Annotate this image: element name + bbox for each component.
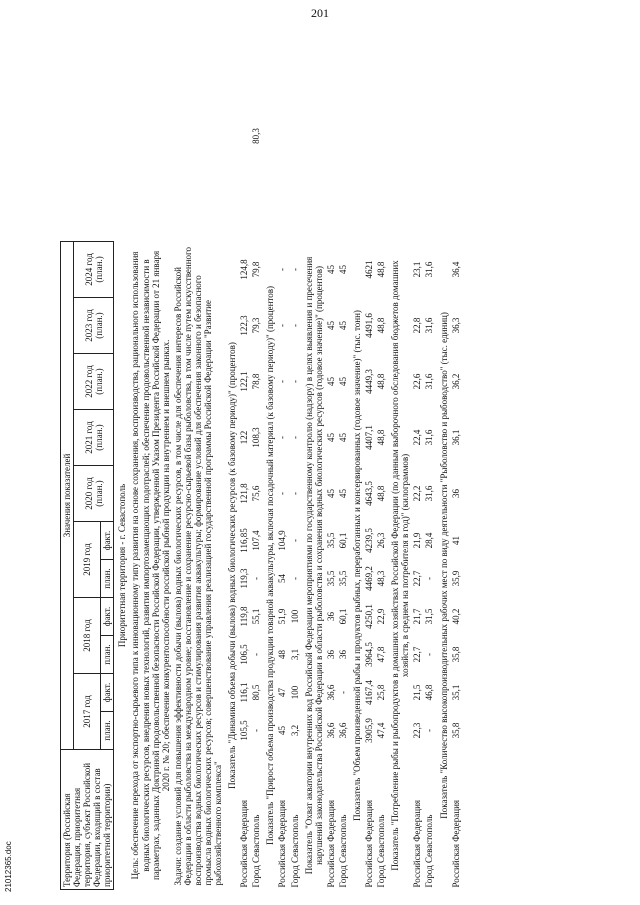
value-cell: 107,4: [251, 530, 262, 551]
value-cell: -: [289, 539, 300, 542]
value-cell: 36,6: [325, 684, 336, 701]
value-cell: 45: [325, 489, 336, 498]
value-cell: 100: [289, 609, 300, 624]
table-row: [325, 31, 337, 890]
value-cell: 55,1: [251, 608, 262, 625]
plan-year-header: 2022 год (план.): [74, 354, 114, 410]
value-cell: 48,8: [376, 485, 387, 502]
value-cell: 23,1: [412, 261, 423, 278]
value-cell: -: [251, 653, 262, 656]
indicator-title: Показатель "Прирост объема производства продукции товарной аквакультуры, включая посадочный материал (к базовому периоду)" (процентов): [265, 286, 276, 845]
indicator-title-row: [436, 31, 450, 890]
value-cell: -: [277, 492, 288, 495]
territory-name-cell: Российская Федерация: [239, 799, 250, 888]
value-cell: 3964,5: [364, 642, 375, 667]
value-cell: 35,8: [450, 722, 461, 739]
value-cell: 45: [325, 321, 336, 330]
value-cell: 36: [337, 650, 348, 659]
value-cell: -: [289, 436, 300, 439]
indicator-title: Показатель "Охват акватории внутренних вод Российской Федерации мероприятиями по государственному контролю (надзору) в целях выявления и пресечения нарушений законодательства Российской Федерации в области рыболовства и сохранения водных биологических ресурсов (годовое значение)" (процентов): [303, 256, 324, 875]
indicator-title: Показатель "Потребление рыбы и рыбопродуктов в домашних хозяйствах Российской Федерации (по данным выборочного обследования бюджетов домашних хозяйств, в среднем на потребителя в год)" (килограммов): [390, 260, 411, 871]
value-cell: 47,8: [376, 646, 387, 663]
value-cell: 60,1: [337, 608, 348, 625]
value-cell: 124,8: [239, 259, 250, 280]
value-cell: 47: [277, 688, 288, 697]
table-row: [411, 31, 423, 890]
plan-subheader: план.: [101, 560, 114, 598]
section-title: Приоритетная территория - г. Севастополь: [117, 483, 128, 648]
value-cell: -: [289, 380, 300, 383]
value-cell: 122: [239, 430, 250, 445]
value-cell: 45: [337, 377, 348, 386]
value-cell: 46,8: [424, 684, 435, 701]
goal-text: Цель: обеспечение перехода от экспортно-сырьевого типа к инновационному типу развития на основе сохранения, воспроизводства, рационального использования водных биологических ресурсов, внедрения новых технологий, развития импортозамещающих подотраслей; обеспечение продовольственной независимости в параметрах, заданных Доктриной продовольственной безопасности Российской Федерации, утвержденной Указом Президента Российской Федерации от 21 января 2020 г. № 20; обеспечение конкурентоспособности российской рыбной продукции на внутреннем и внешнем рынках.: [130, 250, 171, 881]
value-cell: 48: [277, 650, 288, 659]
value-cell: 45: [337, 321, 348, 330]
value-cell: 108,3: [251, 427, 262, 448]
value-cell: 22,9: [376, 608, 387, 625]
value-cell: 31,6: [424, 261, 435, 278]
value-cell: 45: [325, 377, 336, 386]
value-cell: 21,5: [412, 684, 423, 701]
value-cell: -: [289, 324, 300, 327]
territory-name-cell: Город Севастополь: [337, 814, 348, 888]
value-cell: 35,1: [450, 684, 461, 701]
value-cell: 22,2: [412, 485, 423, 502]
value-cell: -: [289, 267, 300, 271]
territory-name-cell: Российская Федерация: [364, 799, 375, 888]
value-cell: 78,8: [251, 373, 262, 390]
territory-name-cell: Город Севастополь: [424, 814, 435, 888]
plan-year-header: 2021 год (план.): [74, 410, 114, 466]
footer-document-id: 21012365.doc: [4, 841, 13, 892]
territory-name-cell: Российская Федерация: [325, 799, 336, 888]
territory-name-cell: Российская Федерация: [412, 799, 423, 888]
plan-year-header: 2020 год (план.): [74, 466, 114, 522]
table-header: [61, 31, 114, 890]
table-row: [289, 31, 301, 890]
value-cell: 119,8: [239, 606, 250, 627]
value-cell: 21,7: [412, 608, 423, 625]
value-cell: 100: [289, 685, 300, 700]
table-row: [337, 31, 349, 890]
value-cell: 22,7: [412, 646, 423, 663]
indicator-title-row: [349, 31, 363, 890]
value-cell: 36: [450, 489, 461, 498]
value-cell: 36: [325, 612, 336, 621]
table-row: [238, 31, 250, 890]
value-cell: 48,8: [376, 317, 387, 334]
value-cell: 80,5: [251, 684, 262, 701]
value-cell: 60,1: [337, 532, 348, 549]
value-cell: 45: [325, 433, 336, 442]
rotated-page-content: [60, 30, 640, 890]
table-row: [450, 31, 462, 890]
year-header: 2019 год: [74, 522, 101, 598]
value-cell: 31,6: [424, 429, 435, 446]
value-cell: 122,3: [239, 315, 250, 336]
value-cell: 28,4: [424, 532, 435, 549]
plan-year-header: 2023 год (план.): [74, 298, 114, 354]
value-cell: 48,8: [376, 429, 387, 446]
value-cell: 36,3: [450, 317, 461, 334]
value-cell: 116,85: [239, 528, 250, 553]
indicators-table: [60, 30, 462, 890]
values-group-header: Значения показателей: [61, 241, 74, 749]
value-cell: -: [424, 729, 435, 732]
table-row: [423, 31, 435, 890]
value-cell: 4239,5: [364, 528, 375, 553]
value-cell: -: [277, 324, 288, 327]
value-cell: 36,1: [450, 429, 461, 446]
table-row: [250, 31, 262, 890]
value-cell: 4469,2: [364, 566, 375, 591]
value-cell: -: [251, 729, 262, 732]
value-cell: -: [424, 577, 435, 580]
value-cell: 122,1: [239, 371, 250, 392]
value-cell: 35,5: [325, 570, 336, 587]
value-cell: 41: [450, 536, 461, 545]
value-cell: 106,5: [239, 644, 250, 665]
value-cell: 4250,1: [364, 604, 375, 629]
table-row: [363, 31, 375, 890]
indicator-title: Показатель "Объем произведенной рыбы и продуктов рыбных, переработанных и консервированных (годовое значение)" (тыс. тонн): [351, 310, 362, 821]
value-cell: 35,5: [337, 570, 348, 587]
value-cell: 36,2: [450, 373, 461, 390]
value-cell: 51,9: [277, 608, 288, 625]
table-body: [114, 31, 462, 890]
value-cell: -: [277, 267, 288, 271]
value-cell: -: [337, 691, 348, 694]
plan-subheader: план.: [101, 636, 114, 674]
value-cell: 48,8: [376, 261, 387, 278]
value-cell: 26,3: [376, 532, 387, 549]
value-cell: -: [289, 577, 300, 580]
value-cell: 31,6: [424, 373, 435, 390]
value-cell: 79,3: [251, 317, 262, 334]
value-cell: 22,3: [412, 722, 423, 739]
value-cell: 4621: [364, 260, 375, 279]
value-cell: 35,5: [325, 532, 336, 549]
value-cell: 48,8: [376, 373, 387, 390]
territory-name-cell: Российская Федерация: [277, 799, 288, 888]
value-cell: 22,6: [412, 373, 423, 390]
value-cell: 3,2: [289, 724, 300, 737]
value-cell: 45: [337, 433, 348, 442]
value-cell: 22,4: [412, 429, 423, 446]
indicator-title: Показатель "Динамика объема добычи (вылова) водных биологических ресурсов (к базовому периоду)" (процентов): [227, 342, 238, 789]
year-header: 2018 год: [74, 598, 101, 674]
value-cell: 3,1: [289, 648, 300, 661]
year-header: 2017 год: [74, 674, 101, 750]
fact-subheader: факт.: [101, 674, 114, 712]
value-cell: 104,9: [277, 530, 288, 551]
value-cell: 75,6: [251, 485, 262, 502]
value-cell: 22,7: [412, 570, 423, 587]
value-cell: -: [424, 653, 435, 656]
value-cell: 31,6: [424, 485, 435, 502]
value-cell: 105,5: [239, 720, 250, 741]
value-cell: 4407,1: [364, 425, 375, 450]
value-cell: 54: [277, 574, 288, 583]
value-cell: 4491,6: [364, 313, 375, 338]
tasks-text: Задачи: создание условий для повышения эффективности добычи (вылова) водных биологических ресурсов, в том числе для обеспечения интересов Российской Федерации в области рыболовства на международном уровне; восстановление и сохранение ресурсно-сырьевой базы рыболовства, в том числе путем искусственного воспроизводства водных биологических ресурсов и стимулирования развития аквакультуры; формирование условий для обеспечения законного и безопасного промысла водных биологических ресурсов; совершенствование управления реализацией государственной программы Российской Федерации "Развитие рыбохозяйственного комплекса": [172, 246, 224, 886]
plan-subheader: план.: [101, 712, 114, 750]
value-cell: 47,4: [376, 722, 387, 739]
indicator-title: Показатель "Количество высокопроизводительных рабочих мест по виду деятельности "Рыболовство и рыбоводство" (тыс. единиц): [438, 312, 449, 819]
value-cell: 4167,4: [364, 680, 375, 705]
value-cell: 116,1: [239, 682, 250, 703]
territory-name-cell: Город Севастополь: [376, 814, 387, 888]
value-cell: 36: [325, 650, 336, 659]
fact-subheader: факт.: [101, 598, 114, 636]
value-cell: 36,6: [337, 722, 348, 739]
value-cell: -: [251, 577, 262, 580]
fact-subheader: факт.: [101, 522, 114, 560]
value-cell: 21,9: [412, 532, 423, 549]
value-cell: 48,3: [376, 570, 387, 587]
value-cell: 45: [277, 726, 288, 735]
value-cell: 25,8: [376, 684, 387, 701]
table-row: [276, 31, 288, 890]
territory-column-header: Территория (Российская Федерация, приоритетная территория, субъект Российской Федерации, входящий в состав приоритетной территории): [61, 750, 114, 890]
value-cell: 22,8: [412, 317, 423, 334]
value-cell: 36,6: [325, 722, 336, 739]
value-cell: 119,3: [239, 568, 250, 589]
page-number: 201: [311, 6, 329, 20]
plan-year-header: 2024 год (план.): [74, 241, 114, 297]
value-cell: 45: [337, 264, 348, 274]
value-cell: 35,9: [450, 570, 461, 587]
value-cell: 35,8: [450, 646, 461, 663]
value-cell: 45: [337, 489, 348, 498]
value-cell: 31,6: [424, 317, 435, 334]
value-cell: 4643,5: [364, 481, 375, 506]
value-cell: 121,8: [239, 483, 250, 504]
value-cell: 3905,9: [364, 718, 375, 743]
indicator-title-row: [301, 31, 325, 890]
indicator-title-row: [224, 31, 238, 890]
value-cell: 36,4: [450, 261, 461, 278]
value-cell: 79,8: [251, 261, 262, 278]
value-cell: 80,3: [251, 128, 262, 144]
value-cell: -: [277, 380, 288, 383]
value-cell: -: [277, 436, 288, 439]
territory-name-cell: Российская Федерация: [450, 799, 461, 888]
value-cell: 45: [325, 264, 336, 274]
value-cell: -: [289, 492, 300, 495]
value-cell: 4449,3: [364, 369, 375, 394]
value-cell: 31,5: [424, 608, 435, 625]
territory-name-cell: Город Севастополь: [251, 814, 262, 888]
indicator-title-row: [387, 31, 411, 890]
table-row: [375, 31, 387, 890]
territory-name-cell: Город Севастополь: [289, 814, 300, 888]
value-cell: 40,2: [450, 608, 461, 625]
indicator-title-row: [262, 31, 276, 890]
